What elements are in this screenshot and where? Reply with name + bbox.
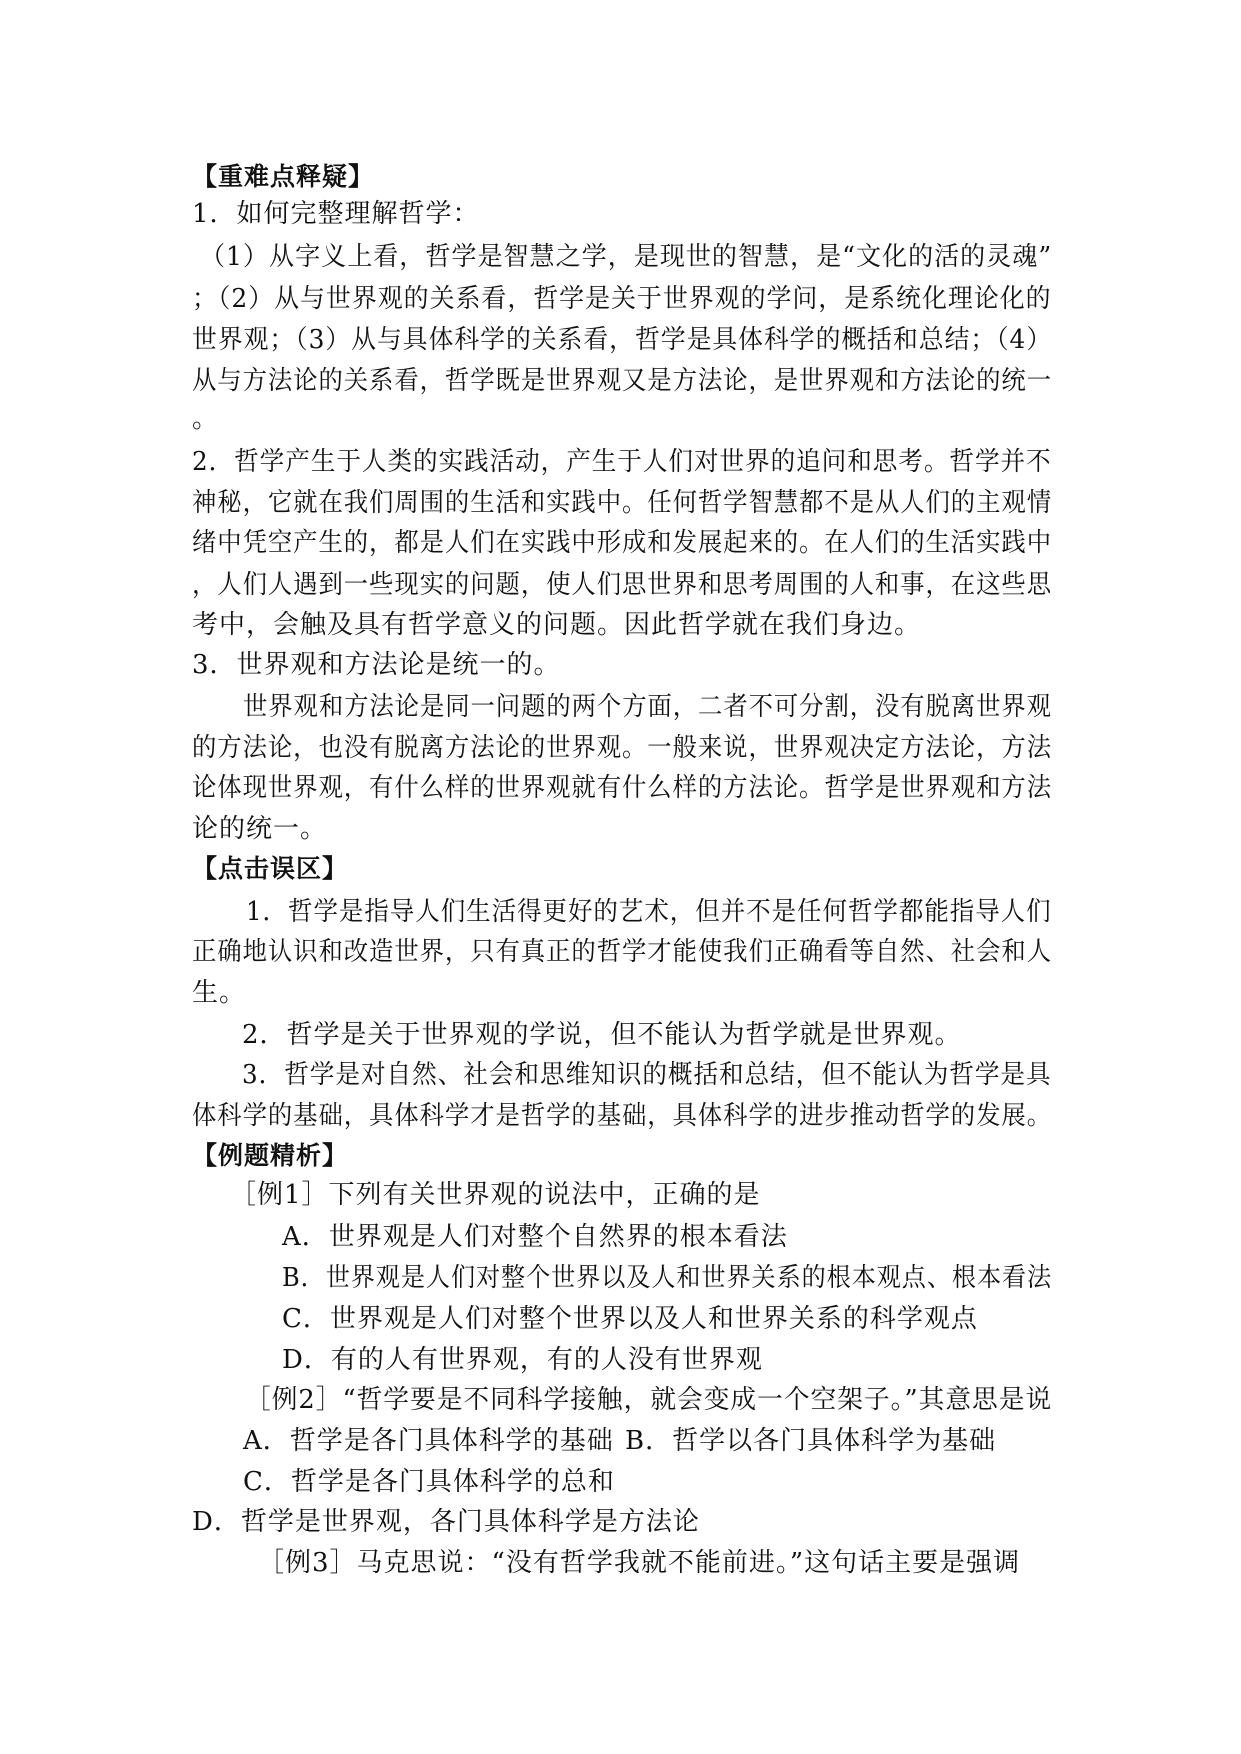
example-question: ［例3］马克思说：“没有哲学我就不能前进。”这句话主要是强调	[258, 1548, 1021, 1578]
paragraph-line: 1．如何完整理解哲学：	[192, 199, 480, 229]
paragraph-line: ，人们人遇到一些现实的问题，使人们思世界和思考周围的人和事，在这些思	[192, 570, 1052, 600]
section-heading-misconceptions: 【点击误区】	[192, 854, 349, 883]
answer-option: D．有的人有世界观，有的人没有世界观	[282, 1345, 763, 1375]
example-question: ［例2］“哲学要是不同科学接触，就会变成一个空架子。”其意思是说	[245, 1385, 1053, 1415]
answer-option: A．世界观是人们对整个自然界的根本看法	[282, 1222, 788, 1252]
section-heading-examples: 【例题精析】	[192, 1141, 349, 1170]
paragraph-line: 论的统一。	[192, 814, 328, 844]
paragraph-line: ；（2）从与世界观的关系看，哲学是关于世界观的学问，是系统化理论化的	[192, 284, 1052, 314]
answer-option: C．哲学是各门具体科学的总和	[243, 1467, 615, 1497]
answer-option: A．哲学是各门具体科学的基础	[243, 1426, 614, 1456]
answer-option: C．世界观是人们对整个世界以及人和世界关系的科学观点	[282, 1304, 978, 1334]
paragraph-line: 从与方法论的关系看，哲学既是世界观又是方法论，是世界观和方法论的统一	[192, 366, 1052, 396]
answer-option: D．哲学是世界观，各门具体科学是方法论	[192, 1507, 700, 1537]
paragraph-line: 体科学的基础，具体科学才是哲学的基础，具体科学的进步推动哲学的发展。	[192, 1101, 1052, 1131]
paragraph-line: 。	[192, 404, 220, 434]
answer-option: B．世界观是人们对整个世界以及人和世界关系的根本观点、根本看法	[282, 1263, 1053, 1293]
paragraph-line: 3．哲学是对自然、社会和思维知识的概括和总结，但不能认为哲学是具	[242, 1060, 1052, 1090]
paragraph-line: 正确地认识和改造世界，只有真正的哲学才能使我们正确看等自然、社会和人	[192, 937, 1052, 967]
paragraph-line: 2．哲学产生于人类的实践活动，产生于人们对世界的追问和思考。哲学并不	[192, 447, 1052, 477]
paragraph-line: （1）从字义上看，哲学是智慧之学，是现世的智慧，是“文化的活的灵魂”	[200, 242, 1053, 272]
paragraph-line: 2．哲学是关于世界观的学说，但不能认为哲学就是世界观。	[242, 1020, 962, 1050]
paragraph-line: 世界观；（3）从与具体科学的关系看，哲学是具体科学的概括和总结；（4）	[192, 325, 1053, 355]
paragraph-line: 的方法论，也没有脱离方法论的世界观。一般来说，世界观决定方法论，方法	[192, 733, 1052, 763]
paragraph-line: 神秘，它就在我们周围的生活和实践中。任何哲学智慧都不是从人们的主观情	[192, 488, 1052, 518]
section-heading-difficulties: 【重难点释疑】	[192, 162, 375, 191]
paragraph-line: 3．世界观和方法论是统一的。	[192, 650, 561, 680]
paragraph-line: 论体现世界观，有什么样的世界观就有什么样的方法论。哲学是世界观和方法	[192, 773, 1052, 803]
paragraph-line: 世界观和方法论是同一问题的两个方面，二者不可分割，没有脱离世界观	[243, 692, 1052, 722]
paragraph-line: 1．哲学是指导人们生活得更好的艺术，但并不是任何哲学都能指导人们	[246, 897, 1052, 927]
answer-option: B．哲学以各门具体科学为基础	[625, 1426, 997, 1456]
example-question: ［例1］下列有关世界观的说法中，正确的是	[230, 1180, 761, 1210]
paragraph-line: 生。	[192, 978, 247, 1008]
paragraph-line: 绪中凭空产生的，都是人们在实践中形成和发展起来的。在人们的生活实践中	[192, 528, 1052, 558]
paragraph-line: 考中，会触及具有哲学意义的问题。因此哲学就在我们身边。	[192, 610, 922, 640]
